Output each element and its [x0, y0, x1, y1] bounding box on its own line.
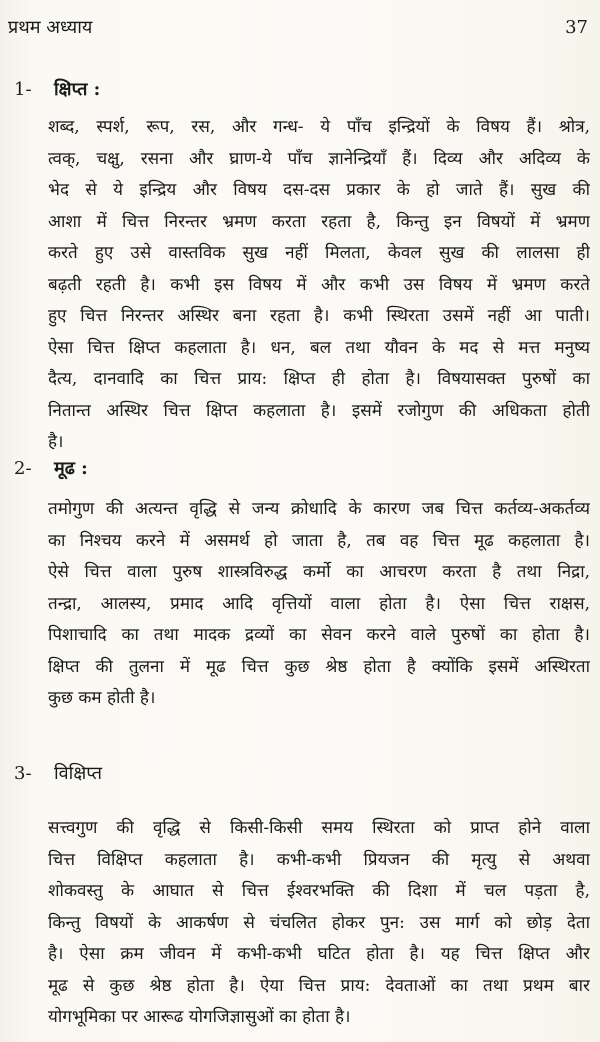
text-line: का निश्चय करने में असमर्थ हो जाता है, तब वह चित्त मूढ कहलाता है।: [48, 530, 590, 551]
text-line: चित्त विक्षिप्त कहलाता है। कभी-कभी प्रियजन की मृत्यु से अथवा: [48, 849, 590, 870]
section-title: क्षिप्त :: [54, 79, 101, 100]
text-line: है।: [48, 432, 64, 452]
text-line: करते हुए उसे वास्तविक सुख नहीं मिलता, केवल सुख की लालसा ही: [48, 243, 590, 263]
chapter-title: प्रथम अध्याय: [8, 17, 93, 38]
text-line: मूढ से कुछ श्रेष्ठ होता है। ऐया चित्त प्राय: देवताओं का तथा प्रथम बार: [48, 975, 590, 996]
section-paragraph-1: [48, 112, 590, 459]
text-line: कुछ कम होती है।: [48, 688, 156, 708]
text-line: योगभूमिका पर आरूढ योगजिज्ञासुओं का होता है।: [48, 1007, 351, 1027]
text-line: किन्तु विषयों के आकर्षण से चंचलित होकर पुन: उस मार्ग को छोड़ देता: [48, 912, 590, 933]
text-line: है। ऐसा क्रम जीवन में कभी-कभी घटित होता है। यह चित्त क्षिप्त और: [48, 944, 590, 964]
section-number: 2-: [14, 458, 32, 479]
section-heading-2: [14, 455, 88, 483]
text-line: त्वक्, चक्षु, रसना और घ्राण-ये पाँच ज्ञानेन्द्रियाँ हैं। दिव्य और अदिव्य के: [48, 148, 590, 169]
text-line: हुए चित्त निरन्तर अस्थिर बना रहता है। कभी स्थिरता उसमें नहीं आ पाती।: [48, 306, 590, 326]
text-line: बढ़ती रहती है। कभी इस विषय में और कभी उस विषय में भ्रमण करते: [48, 274, 590, 295]
text-line: क्षिप्त की तुलना में मूढ चित्त कुछ श्रेष्ठ होता है क्योंकि इसमें अस्थिरता: [48, 656, 590, 677]
page-header: [0, 14, 600, 44]
section-heading-1: [14, 76, 100, 104]
text-line: आशा में चित्त निरन्तर भ्रमण करता रहता है, किन्तु इन विषयों में भ्रमण: [48, 211, 590, 232]
text-line: तन्द्रा, आलस्य, प्रमाद आदि वृत्तियों वाला होता है। ऐसा चित्त राक्षस,: [48, 593, 590, 614]
text-line: सत्त्वगुण की वृद्धि से किसी-किसी समय स्थिरता को प्राप्त होने वाला: [48, 818, 590, 838]
text-line: शब्द, स्पर्श, रूप, रस, और गन्ध- ये पाँच इन्द्रियों के विषय हैं। श्रोत्र,: [48, 117, 590, 137]
text-line: तमोगुण की अत्यन्त वृद्धि से जन्य क्रोधादि के कारण जब चित्त कर्तव्य-अकर्तव्य: [48, 499, 590, 519]
section-paragraph-2: [48, 494, 590, 715]
text-line: शोकवस्तु के आघात से चित्त ईश्वरभक्ति की दिशा में चल पड़ता है,: [48, 881, 590, 901]
section-title: मूढ :: [54, 458, 88, 479]
page-number: 37: [565, 17, 588, 38]
text-line: भेद से ये इन्द्रिय और विषय दस-दस प्रकार के हो जाते हैं। सुख की: [48, 180, 590, 200]
section-number: 1-: [14, 79, 32, 100]
text-line: ऐसे चित्त वाला पुरुष शास्त्रविरुद्ध कर्मो का आचरण करता है तथा निद्रा,: [48, 562, 590, 582]
text-line: नितान्त अस्थिर चित्त क्षिप्त कहलाता है। इसमें रजोगुण की अधिकता होती: [48, 400, 590, 421]
section-title: विक्षिप्त: [54, 763, 103, 784]
text-line: ऐसा चित्त क्षिप्त कहलाता है। धन, बल तथा यौवन के मद से मत्त मनुष्य: [48, 337, 590, 358]
text-line: दैत्य, दानवादि का चित्त प्राय: क्षिप्त ही होता है। विषयासक्त पुरुषों का: [48, 369, 590, 389]
section-heading-3: [14, 760, 102, 788]
section-number: 3-: [14, 763, 32, 784]
text-line: पिशाचादि का तथा मादक द्रव्यों का सेवन करने वाले पुरुषों का होता है।: [48, 625, 590, 645]
section-paragraph-3: [48, 813, 590, 1034]
